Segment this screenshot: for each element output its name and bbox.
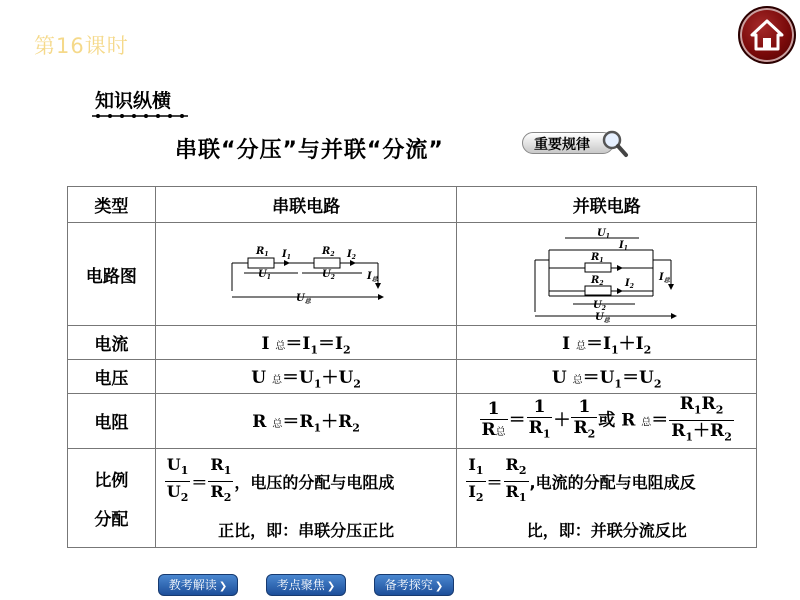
series-ratio-cell: $\frac{U_1}{U_2}$ ＝ $\frac{R_1}{R_2}$ ，电压的分配与电阻成 正比，即：串联分压正比 bbox=[155, 448, 457, 547]
label-R2-sub: 2 bbox=[330, 250, 335, 258]
p-label-R1-sub: 1 bbox=[599, 256, 604, 264]
label-U-total-sub: 总 bbox=[304, 297, 311, 305]
label-U-total: U bbox=[296, 292, 305, 304]
parallel-circuit-cell bbox=[457, 223, 757, 326]
p-label-U2: U bbox=[592, 299, 602, 311]
p-label-U-total: U bbox=[594, 311, 604, 323]
p-label-U-total-sub: 总 bbox=[603, 316, 610, 324]
p-label-I2: I bbox=[624, 277, 630, 289]
table-row-voltage bbox=[68, 360, 757, 394]
svg-text:I1 bbox=[281, 249, 291, 261]
nav-button-key-points[interactable]: 考点聚焦 ❯ bbox=[266, 574, 346, 596]
lesson-title: 第16课时 bbox=[34, 34, 129, 58]
home-button[interactable] bbox=[738, 6, 796, 64]
label-R1-sub: 1 bbox=[264, 250, 269, 258]
table-row-circuit bbox=[68, 223, 757, 326]
p-label-U1: U bbox=[596, 227, 606, 239]
parallel-resistance-formula: $\frac{1}{\text{R总}}$ ＝ $\frac{1}{R_1}$ ＋ $\frac{1}{R_2}$ 或 R 总＝ $\frac{R_1R_2}{R_1+R_2}$ bbox=[457, 394, 757, 449]
svg-text:R1 bbox=[255, 246, 269, 258]
label-R1: R bbox=[256, 245, 265, 257]
page-heading: 串联“分压”与并联“分流” bbox=[175, 138, 444, 163]
nav-button-exam-interpretation[interactable]: 教考解读 ❯ bbox=[158, 574, 238, 596]
table-row-resistance bbox=[68, 394, 757, 449]
table-row-ratio bbox=[68, 448, 757, 547]
nav-button-exam-exploration[interactable]: 备考探究 ❯ bbox=[374, 574, 454, 596]
series-current-formula: I 总$=I_1=I_2$ bbox=[155, 326, 457, 360]
series-voltage-formula: U 总$=U_1+U_2$ bbox=[155, 360, 457, 394]
home-icon bbox=[749, 17, 785, 53]
p-label-R2: R bbox=[590, 274, 599, 286]
section-title: 知识纵横 bbox=[95, 90, 172, 112]
svg-text:I1 bbox=[618, 240, 628, 252]
p-label-I2-sub: 2 bbox=[629, 282, 634, 290]
row-label-resistance: 电阻 bbox=[68, 394, 156, 449]
p-label-I1: I bbox=[618, 239, 624, 251]
parallel-ratio-cell: $\frac{I_1}{I_2}$ ＝ $\frac{R_2}{R_1}$ ,电流的分配与电阻成反 比，即：并联分流反比 bbox=[457, 448, 757, 547]
svg-text:U总 bbox=[595, 312, 611, 324]
comparison-table bbox=[67, 186, 757, 548]
label-I2-sub: 2 bbox=[351, 253, 356, 261]
row-label-voltage: 电压 bbox=[68, 360, 156, 394]
series-ratio-text: 正比，即：串联分压正比 bbox=[218, 521, 395, 541]
parallel-voltage-formula: U 总$=U_1=U_2$ bbox=[457, 360, 757, 394]
series-resistance-formula: R 总$=R_1+R_2$ bbox=[155, 394, 457, 449]
header-type: 类型 bbox=[68, 187, 156, 223]
row-label-current: 电流 bbox=[68, 326, 156, 360]
label-U1: U bbox=[258, 268, 267, 280]
svg-text:I2 bbox=[624, 278, 634, 290]
title-underline-decoration bbox=[92, 112, 188, 120]
label-I2: I bbox=[347, 248, 352, 260]
svg-text:U2 bbox=[593, 300, 606, 312]
p-label-R2-sub: 2 bbox=[599, 279, 604, 287]
series-circuit-diagram bbox=[226, 239, 386, 305]
header-series: 串联电路 bbox=[155, 187, 457, 223]
label-U2: U bbox=[322, 268, 331, 280]
svg-text:U总 bbox=[296, 293, 312, 305]
arrow-right-icon: ❯ bbox=[326, 581, 336, 592]
svg-text:I总 bbox=[658, 272, 671, 284]
label-I-total: I bbox=[367, 270, 372, 282]
table-header-row bbox=[68, 187, 757, 223]
parallel-ratio-text: 比，即：并联分流反比 bbox=[526, 521, 687, 541]
p-label-I-total-sub: 总 bbox=[663, 276, 670, 284]
parallel-current-formula: I 总$=I_1+I_2$ bbox=[457, 326, 757, 360]
label-I1: I bbox=[282, 248, 287, 260]
p-label-R1: R bbox=[590, 251, 599, 263]
arrow-right-icon: ❯ bbox=[434, 581, 444, 592]
p-label-U1-sub: 1 bbox=[605, 232, 610, 240]
magnifier-icon bbox=[600, 128, 628, 158]
parallel-circuit-diagram bbox=[527, 224, 687, 324]
svg-text:U1 bbox=[258, 269, 271, 281]
header-parallel: 并联电路 bbox=[457, 187, 757, 223]
rule-badge bbox=[522, 128, 630, 158]
row-label-circuit: 电路图 bbox=[68, 223, 156, 326]
svg-text:U2 bbox=[322, 269, 335, 281]
label-R2: R bbox=[322, 245, 331, 257]
row-label-ratio: 比例 分配 bbox=[68, 448, 156, 547]
label-I1-sub: 1 bbox=[286, 253, 291, 261]
p-label-I-total: I bbox=[658, 271, 664, 283]
series-circuit-cell bbox=[155, 223, 457, 326]
svg-text:R2 bbox=[321, 246, 335, 258]
badge-label: 重要规律 bbox=[534, 137, 590, 153]
label-U1-sub: 1 bbox=[266, 273, 272, 281]
svg-text:R2 bbox=[590, 275, 604, 287]
p-label-U2-sub: 2 bbox=[601, 304, 606, 312]
svg-text:R1 bbox=[590, 252, 604, 264]
svg-text:I2 bbox=[346, 249, 356, 261]
p-label-I1-sub: 1 bbox=[623, 244, 628, 252]
svg-text:U1 bbox=[597, 228, 610, 240]
label-I-total-sub: 总 bbox=[371, 275, 378, 283]
svg-text:I总 bbox=[366, 271, 379, 283]
label-U2-sub: 2 bbox=[330, 273, 336, 281]
arrow-right-icon: ❯ bbox=[218, 581, 228, 592]
table-row-current bbox=[68, 326, 757, 360]
